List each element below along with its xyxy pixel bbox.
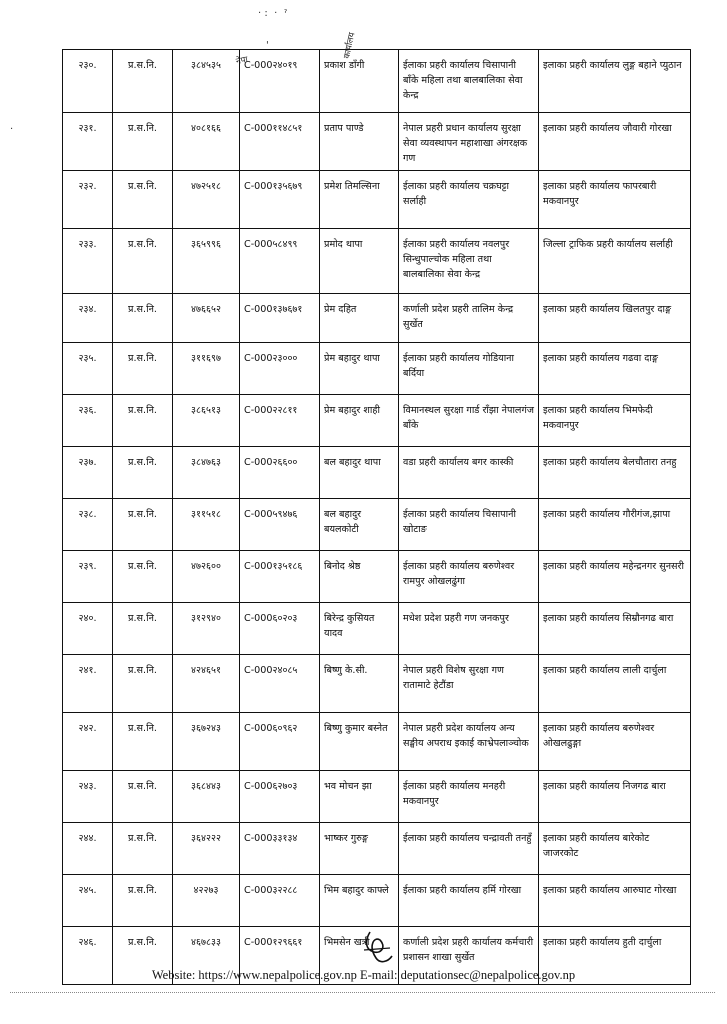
code-cell: C-000१३७६७१	[240, 294, 320, 343]
name-cell: प्रमोद थापा	[320, 229, 399, 294]
new-office-cell: इलाका प्रहरी कार्यालय हुती दार्चुला	[539, 927, 691, 985]
rank-cell: प्र.स.नि.	[113, 113, 173, 171]
new-office-cell: इलाका प्रहरी कार्यालय फापरबारी मकवानपुर	[539, 171, 691, 229]
serial-number-cell: २३१.	[63, 113, 113, 171]
table-row	[63, 655, 691, 713]
current-office-cell: कर्णाली प्रदेश प्रहरी कार्यालय कर्मचारी प्रशासन शाखा सुर्खेत	[399, 927, 539, 985]
current-office-cell: नेपाल प्रहरी विशेष सुरक्षा गण रातामाटे हेटौंडा	[399, 655, 539, 713]
id-number-cell: ४६७८३३	[173, 927, 240, 985]
current-office-cell: ईलाका प्रहरी कार्यालय मनहरी मकवानपुर	[399, 771, 539, 823]
current-office-cell: नेपाल प्रहरी प्रधान कार्यालय सुरक्षा सेवा व्यवस्थापन महाशाखा अंगरक्षक गण	[399, 113, 539, 171]
serial-number-cell: २३२.	[63, 171, 113, 229]
serial-number-cell: २३३.	[63, 229, 113, 294]
new-office-cell: इलाका प्रहरी कार्यालय महेन्द्रनगर सुनसरी	[539, 551, 691, 603]
table-row	[63, 447, 691, 499]
name-cell: प्रेम बहादुर शाही	[320, 395, 399, 447]
rank-cell: प्र.स.नि.	[113, 551, 173, 603]
current-office-cell: ईलाका प्रहरी कार्यालय चन्द्रावती तनहुँ	[399, 823, 539, 875]
rank-cell: प्र.स.नि.	[113, 50, 173, 113]
header-note: नेपा	[235, 54, 249, 68]
code-cell: C-000२६६००	[240, 447, 320, 499]
scan-mark: ·	[10, 124, 14, 135]
new-office-cell: इलाका प्रहरी कार्यालय लुङ्ग बहाने प्युठान	[539, 50, 691, 113]
code-cell: C-000६२७०३	[240, 771, 320, 823]
code-cell: C-000६०९६२	[240, 713, 320, 771]
rank-cell: प्र.स.नि.	[113, 771, 173, 823]
name-cell: भाष्कर गुरुङ्ग	[320, 823, 399, 875]
serial-number-cell: २३५.	[63, 343, 113, 395]
code-cell: C-000२२८११	[240, 395, 320, 447]
code-cell: C-000१३५६७९	[240, 171, 320, 229]
code-cell: C-000२४०८५	[240, 655, 320, 713]
current-office-cell: ईलाका प्रहरी कार्यालय गोडियाना बर्दिया	[399, 343, 539, 395]
header-note: कार्यालय	[342, 31, 358, 60]
rank-cell: प्र.स.नि.	[113, 927, 173, 985]
new-office-cell: इलाका प्रहरी कार्यालय खिलतपुर दाङ्ग	[539, 294, 691, 343]
table-row	[63, 50, 691, 113]
new-office-cell: इलाका प्रहरी कार्यालय लाली दार्चुला	[539, 655, 691, 713]
name-cell: भिम बहादुर काफ्ले	[320, 875, 399, 927]
new-office-cell: इलाका प्रहरी कार्यालय भिमफेदी मकवानपुर	[539, 395, 691, 447]
table-row	[63, 823, 691, 875]
scan-mark: · : · ˀ	[258, 8, 288, 19]
rank-cell: प्र.स.नि.	[113, 229, 173, 294]
table-row	[63, 229, 691, 294]
code-cell: C-000३२२८८	[240, 875, 320, 927]
name-cell: बिष्णु के.सी.	[320, 655, 399, 713]
code-cell: C-000१२९६६१	[240, 927, 320, 985]
id-number-cell: ३६७२४३	[173, 713, 240, 771]
id-number-cell: ३११६९७	[173, 343, 240, 395]
table-row	[63, 499, 691, 551]
table-row	[63, 551, 691, 603]
code-cell: C-000६०२०३	[240, 603, 320, 655]
id-number-cell: ३६४२२२	[173, 823, 240, 875]
serial-number-cell: २३७.	[63, 447, 113, 499]
code-cell: C-000२४०१९	[240, 50, 320, 113]
table-row	[63, 875, 691, 927]
table-row	[63, 113, 691, 171]
current-office-cell: ईलाका प्रहरी कार्यालय हर्मि गोरखा	[399, 875, 539, 927]
code-cell: C-000५८४९९	[240, 229, 320, 294]
id-number-cell: ४२२७३	[173, 875, 240, 927]
table-row	[63, 343, 691, 395]
signature	[360, 928, 396, 968]
new-office-cell: इलाका प्रहरी कार्यालय बारेकोट जाजरकोट	[539, 823, 691, 875]
table-row	[63, 171, 691, 229]
new-office-cell: इलाका प्रहरी कार्यालय गौरीगंज,झापा	[539, 499, 691, 551]
footer-divider	[10, 992, 715, 993]
current-office-cell: विमानस्थल सुरक्षा गार्ड राँझा नेपालगंज बाँके	[399, 395, 539, 447]
id-number-cell: ४७६६५२	[173, 294, 240, 343]
new-office-cell: इलाका प्रहरी कार्यालय जौवारी गोरखा	[539, 113, 691, 171]
id-number-cell: ४७२५१८	[173, 171, 240, 229]
name-cell: प्रकाश डाँगी	[320, 50, 399, 113]
table-row	[63, 603, 691, 655]
rank-cell: प्र.स.नि.	[113, 294, 173, 343]
id-number-cell: ३११५१८	[173, 499, 240, 551]
serial-number-cell: २३४.	[63, 294, 113, 343]
current-office-cell: ईलाका प्रहरी कार्यालय नवलपुर सिन्धुपाल्चोक महिला तथा बालबालिका सेवा केन्द्र	[399, 229, 539, 294]
id-number-cell: ३१२९४०	[173, 603, 240, 655]
name-cell: भिमसेन खत्री	[320, 927, 399, 985]
serial-number-cell: २४१.	[63, 655, 113, 713]
roster-table	[62, 49, 691, 985]
new-office-cell: इलाका प्रहरी कार्यालय गढवा दाङ्ग	[539, 343, 691, 395]
id-number-cell: ३८४५३५	[173, 50, 240, 113]
serial-number-cell: २४२.	[63, 713, 113, 771]
serial-number-cell: २३६.	[63, 395, 113, 447]
rank-cell: प्र.स.नि.	[113, 713, 173, 771]
code-cell: C-000२३०००	[240, 343, 320, 395]
current-office-cell: ईलाका प्रहरी कार्यालय बरुणेश्वर रामपुर ओखलढुंगा	[399, 551, 539, 603]
serial-number-cell: २४०.	[63, 603, 113, 655]
new-office-cell: इलाका प्रहरी कार्यालय आरुघाट गोरखा	[539, 875, 691, 927]
serial-number-cell: २४४.	[63, 823, 113, 875]
id-number-cell: ४०८१६६	[173, 113, 240, 171]
code-cell: C-000३३१३४	[240, 823, 320, 875]
code-cell: C-000५९४७६	[240, 499, 320, 551]
rank-cell: प्र.स.नि.	[113, 603, 173, 655]
new-office-cell: जिल्ला ट्राफिक प्रहरी कार्यालय सर्लाही	[539, 229, 691, 294]
current-office-cell: ईलाका प्रहरी कार्यालय चक्रघट्टा सर्लाही	[399, 171, 539, 229]
serial-number-cell: २४६.	[63, 927, 113, 985]
new-office-cell: इलाका प्रहरी कार्यालय बरुणेश्वर ओखलढुङ्गा	[539, 713, 691, 771]
name-cell: प्रेम बहादुर थापा	[320, 343, 399, 395]
footer-contact: Website: https://www.nepalpolice.gov.np E-mail: deputationsec@nepalpolice.gov.np	[151, 968, 576, 982]
rank-cell: प्र.स.नि.	[113, 875, 173, 927]
id-number-cell: ३६५९९६	[173, 229, 240, 294]
name-cell: प्रेम दहित	[320, 294, 399, 343]
code-cell: C-000१३५१८६	[240, 551, 320, 603]
name-cell: प्रमेश तिमल्सिना	[320, 171, 399, 229]
current-office-cell: कर्णाली प्रदेश प्रहरी तालिम केन्द्र सुर्खेत	[399, 294, 539, 343]
current-office-cell: मधेश प्रदेश प्रहरी गण जनकपुर	[399, 603, 539, 655]
id-number-cell: ३८६५१३	[173, 395, 240, 447]
name-cell: बिनोद श्रेष्ठ	[320, 551, 399, 603]
name-cell: प्रताप पाण्डे	[320, 113, 399, 171]
rank-cell: प्र.स.नि.	[113, 823, 173, 875]
rank-cell: प्र.स.नि.	[113, 171, 173, 229]
name-cell: बल बहादुर बयलकोटी	[320, 499, 399, 551]
serial-number-cell: २३०.	[63, 50, 113, 113]
name-cell: बिरेन्द्र कुसियत यादव	[320, 603, 399, 655]
rank-cell: प्र.स.नि.	[113, 395, 173, 447]
rank-cell: प्र.स.नि.	[113, 343, 173, 395]
table-row	[63, 395, 691, 447]
current-office-cell: ईलाका प्रहरी कार्यालय चिसापानी खोटाङ	[399, 499, 539, 551]
id-number-cell: ४७२६००	[173, 551, 240, 603]
current-office-cell: वडा प्रहरी कार्यालय बगर कास्की	[399, 447, 539, 499]
new-office-cell: इलाका प्रहरी कार्यालय बेलचौतारा तनहु	[539, 447, 691, 499]
name-cell: भव मोचन झा	[320, 771, 399, 823]
id-number-cell: ४२४६५१	[173, 655, 240, 713]
rank-cell: प्र.स.नि.	[113, 499, 173, 551]
name-cell: बल बहादुर थापा	[320, 447, 399, 499]
serial-number-cell: २४५.	[63, 875, 113, 927]
serial-number-cell: २३८.	[63, 499, 113, 551]
id-number-cell: ३८४७६३	[173, 447, 240, 499]
new-office-cell: इलाका प्रहरी कार्यालय सिम्रौनगढ बारा	[539, 603, 691, 655]
scan-mark: '	[266, 40, 269, 51]
current-office-cell: नेपाल प्रहरी प्रदेश कार्यालय अन्य सङ्घीय अपराध इकाई काभ्रेपलाञ्चोक	[399, 713, 539, 771]
new-office-cell: इलाका प्रहरी कार्यालय निजगढ बारा	[539, 771, 691, 823]
serial-number-cell: २३९.	[63, 551, 113, 603]
rank-cell: प्र.स.नि.	[113, 655, 173, 713]
serial-number-cell: २४३.	[63, 771, 113, 823]
table-row	[63, 294, 691, 343]
table-row	[63, 713, 691, 771]
current-office-cell: ईलाका प्रहरी कार्यालय चिसापानी बाँके महिला तथा बालबालिका सेवा केन्द्र	[399, 50, 539, 113]
rank-cell: प्र.स.नि.	[113, 447, 173, 499]
name-cell: बिष्णु कुमार बस्नेत	[320, 713, 399, 771]
table-row	[63, 771, 691, 823]
code-cell: C-000११४८५१	[240, 113, 320, 171]
id-number-cell: ३६८४४३	[173, 771, 240, 823]
